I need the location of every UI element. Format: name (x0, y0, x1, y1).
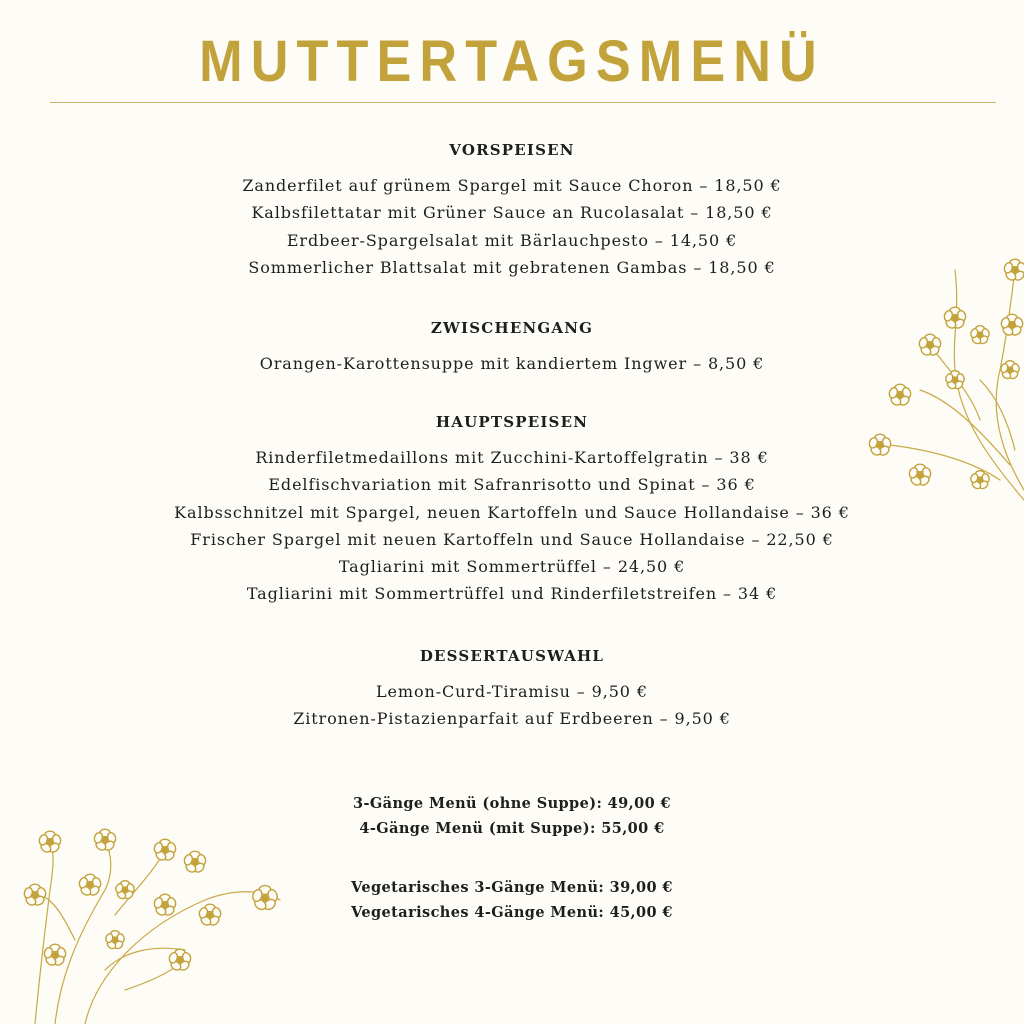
menu-item: Orangen-Karottensuppe mit kandiertem Ingwer – 8,50 € (259, 354, 765, 373)
menu-item: Edelfischvariation mit Safranrisotto und Spinat – 36 € (268, 475, 756, 495)
menu-item: Frischer Spargel mit neuen Kartoffeln und Sauce Hollandaise – 22,50 € (190, 529, 834, 549)
menu-item: Tagliarini mit Sommertrüffel und Rinderfiletstreifen – 34 € (246, 584, 778, 604)
page-title: MUTTERTAGSMENÜ (199, 29, 825, 94)
flower-branch-icon (15, 820, 295, 1024)
menu-item: Tagliarini mit Sommertrüffel – 24,50 € (338, 557, 686, 577)
section-heading: ZWISCHENGANG (430, 319, 594, 337)
menu-item: Sommerlicher Blattsalat mit gebratenen Gambas – 18,50 € (248, 257, 776, 277)
menu-item: Kalbsfilettatar mit Grüner Sauce an Rucolasalat – 18,50 € (251, 203, 773, 223)
section-heading: HAUPTSPEISEN (435, 413, 589, 431)
menu-item: Lemon-Curd-Tiramisu – 9,50 € (376, 682, 648, 701)
section-heading: DESSERTAUSWAHL (419, 647, 605, 665)
menu-item: Zitronen-Pistazienparfait auf Erdbeeren – 9,50 € (293, 709, 731, 729)
menu-item: Kalbsschnitzel mit Spargel, neuen Kartoffeln und Sauce Hollandaise – 36 € (174, 502, 850, 522)
price-line: 4-Gänge Menü (mit Suppe): 55,00 € (359, 820, 665, 837)
section-heading: VORSPEISEN (449, 141, 575, 159)
flower-branch-icon (860, 250, 1024, 510)
price-line: Vegetarisches 4-Gänge Menü: 45,00 € (351, 904, 673, 921)
menu-item: Erdbeer-Spargelsalat mit Bärlauchpesto – 14,50 € (286, 230, 738, 250)
menu-item: Zanderfilet auf grünem Spargel mit Sauce Choron – 18,50 € (242, 176, 782, 195)
title-divider (50, 102, 996, 103)
section-dessertauswahl (0, 645, 1024, 733)
price-line: Vegetarisches 3-Gänge Menü: 39,00 € (351, 879, 673, 896)
price-line: 3-Gänge Menü (ohne Suppe): 49,00 € (352, 795, 672, 812)
menu-item: Rinderfiletmedaillons mit Zucchini-Kartoffelgratin – 38 € (255, 448, 769, 467)
